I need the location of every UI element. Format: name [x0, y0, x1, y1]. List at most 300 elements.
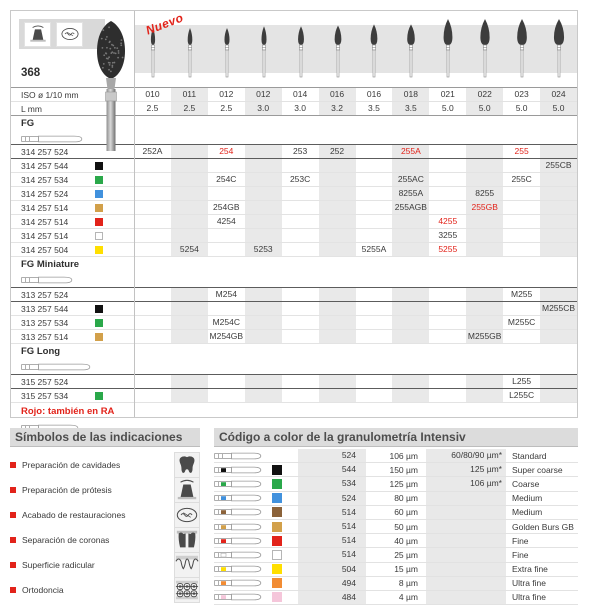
product-code-cell: 8255 — [466, 187, 503, 200]
product-code-cell — [466, 145, 503, 158]
grit-code: 544 — [298, 463, 366, 476]
product-code-cell: 253 — [293, 146, 308, 156]
shank-code: 313 257 544 — [21, 303, 69, 314]
indication-tile — [24, 22, 51, 47]
product-code-cell — [319, 243, 356, 256]
product-code-cell — [392, 316, 429, 329]
shank-icon — [214, 536, 262, 546]
grit-grain-size: 4 µm — [398, 592, 418, 603]
grit-name: Standard — [512, 450, 547, 461]
grit-square-cell — [266, 522, 298, 532]
product-code-cell: 4254 — [216, 216, 236, 226]
grit-code: 534 — [298, 477, 366, 490]
bur-icon — [547, 15, 571, 85]
bur-icon — [215, 15, 239, 85]
grit-square-cell — [266, 465, 298, 475]
grit-square-cell — [266, 592, 298, 602]
product-code-label — [11, 215, 134, 228]
grit-alt-size — [426, 577, 506, 590]
product-code-cell — [319, 215, 356, 228]
bur-photo-image — [89, 17, 133, 157]
product-code-cell: 255A — [392, 145, 429, 158]
product-code-label — [11, 187, 134, 200]
grit-color-square — [272, 522, 282, 532]
crown-prep-icon — [175, 478, 199, 502]
product-code-label — [11, 389, 134, 402]
grit-name: Medium — [512, 493, 543, 504]
shank-code: 315 257 524 — [21, 376, 69, 387]
shank-icon — [214, 522, 262, 532]
bur-illustrations — [135, 15, 577, 87]
product-code-cell — [245, 229, 282, 242]
product-code-label — [11, 316, 134, 329]
product-code-cell — [282, 316, 319, 329]
shank-code: 314 257 534 — [21, 174, 69, 185]
product-code-cell — [208, 187, 245, 200]
grit-alt-size: 106 µm* — [426, 477, 506, 490]
product-code-cell: 5255A — [361, 244, 387, 254]
bur-icon — [178, 15, 202, 85]
shank-icon — [214, 550, 262, 560]
product-code-cell: 4255 — [438, 216, 458, 226]
symbol-label: Preparación de prótesis — [22, 484, 112, 495]
product-code-cell — [245, 316, 282, 329]
shank-code: 314 257 544 — [21, 160, 69, 171]
symbol-label: Ortodoncia — [22, 584, 64, 595]
product-code-cell — [245, 159, 282, 172]
product-code-cell: 255AC — [392, 173, 429, 186]
new-badge: Nuevo — [143, 10, 186, 38]
product-code-cell — [171, 389, 208, 402]
shank-icon — [214, 479, 262, 489]
product-code-cell — [392, 302, 429, 315]
product-code-cell — [392, 389, 429, 402]
bur-icon — [362, 15, 386, 85]
product-code-label — [11, 201, 134, 214]
product-row — [11, 243, 577, 257]
grit-code: 514 — [298, 520, 366, 533]
crown-separation-icon — [175, 528, 199, 552]
bur-icon — [326, 15, 350, 85]
product-code-cell: 253C — [289, 174, 311, 184]
product-code-cell — [134, 229, 171, 242]
product-code-cell — [319, 201, 356, 214]
product-code-cell: 254 — [219, 146, 234, 156]
grit-shank-icon — [214, 592, 266, 602]
grit-color-square — [272, 564, 282, 574]
grit-grain-size: 40 µm — [394, 535, 418, 546]
grit-color-square — [272, 550, 282, 560]
product-code-cell — [208, 243, 245, 256]
product-code-cell — [466, 389, 503, 402]
product-code-cell — [466, 215, 503, 228]
grit-grain-size: 15 µm — [394, 564, 418, 575]
grit-color-square — [95, 392, 103, 400]
product-code-cell — [282, 201, 319, 214]
product-code-cell — [171, 316, 208, 329]
product-code-cell — [392, 330, 429, 343]
product-code-label — [11, 173, 134, 186]
grit-grain-size: 50 µm — [394, 521, 418, 532]
grit-square-cell — [266, 564, 298, 574]
symbol-item — [10, 552, 200, 577]
product-code-cell — [356, 201, 393, 214]
grit-square-cell — [266, 451, 298, 461]
shank-icon — [214, 465, 262, 475]
l-value: 3.5 — [392, 102, 429, 115]
grit-code: 484 — [298, 591, 366, 604]
product-code-cell — [171, 201, 208, 214]
product-code-cell — [134, 389, 171, 402]
product-code-cell — [503, 302, 540, 315]
red-bullet — [10, 512, 16, 518]
product-row — [11, 173, 577, 187]
product-code-cell — [356, 375, 393, 388]
product-code-cell — [503, 243, 540, 256]
product-code-cell — [356, 288, 393, 301]
product-code-cell — [429, 173, 466, 186]
shank-icon — [214, 564, 262, 574]
bur-column — [503, 15, 540, 87]
product-code-cell — [356, 316, 393, 329]
grit-shank-icon — [214, 507, 266, 517]
product-code-cell — [319, 302, 356, 315]
product-code-cell — [392, 288, 429, 301]
product-code-cell: 8255A — [392, 187, 429, 200]
product-code-cell — [245, 375, 282, 388]
shank-code: 314 257 524 — [21, 146, 69, 157]
product-code-cell — [540, 288, 577, 301]
grit-grain-size: 60 µm — [394, 507, 418, 518]
product-code-label — [11, 302, 134, 315]
grit-color-square — [95, 162, 103, 170]
product-code-cell — [134, 243, 171, 256]
product-code-cell — [540, 330, 577, 343]
grit-square-cell — [266, 493, 298, 503]
product-code-cell — [503, 330, 540, 343]
product-code-cell — [429, 316, 466, 329]
product-code-cell — [319, 288, 356, 301]
grit-shank-icon — [214, 536, 266, 546]
product-code-cell — [245, 215, 282, 228]
grit-shank-icon — [214, 522, 266, 532]
red-bullet — [10, 487, 16, 493]
l-value: 3.5 — [368, 103, 380, 113]
symbols-list — [10, 452, 200, 602]
product-row — [11, 287, 577, 302]
product-code-cell — [245, 187, 282, 200]
product-code-cell — [429, 288, 466, 301]
product-code-cell — [171, 215, 208, 228]
red-note-text: Rojo: también en RA — [21, 406, 115, 417]
product-code-cell — [540, 229, 577, 242]
iso-value: 012 — [219, 89, 234, 99]
product-code-cell — [392, 215, 429, 228]
grit-code: 514 — [298, 548, 366, 561]
section-label: FG — [21, 118, 35, 129]
symbol-item — [10, 527, 200, 552]
product-row — [11, 201, 577, 215]
shank-icon — [214, 507, 262, 517]
grit-code: 524 — [298, 449, 366, 462]
grit-row — [214, 506, 578, 520]
product-row — [11, 215, 577, 229]
product-code-label — [11, 243, 134, 256]
symbol-tile — [174, 577, 200, 603]
bur-column — [245, 15, 282, 87]
grit-alt-size — [426, 563, 506, 576]
grit-color-square — [95, 246, 103, 254]
symbol-tile — [174, 477, 200, 503]
l-value: 5.0 — [540, 102, 577, 115]
grit-row — [214, 463, 578, 477]
grit-alt-size — [426, 534, 506, 547]
restoration-finish-icon — [175, 503, 199, 527]
product-code-cell — [356, 145, 393, 158]
grit-square-cell — [266, 550, 298, 560]
grit-shank-icon — [214, 479, 266, 489]
product-code-cell — [282, 375, 319, 388]
product-code-cell — [134, 187, 171, 200]
product-code-cell: 5255 — [438, 244, 458, 254]
grit-alt-size — [426, 520, 506, 533]
product-code-cell — [245, 330, 282, 343]
product-code-cell — [245, 145, 282, 158]
shank-icon — [214, 493, 262, 503]
product-code-cell — [466, 173, 503, 186]
bur-column — [319, 15, 356, 87]
iso-value: 010 — [145, 89, 160, 99]
table-header-area — [11, 11, 577, 87]
product-code-cell — [208, 229, 245, 242]
product-code-cell — [208, 375, 245, 388]
product-row — [11, 374, 577, 389]
product-code-cell — [134, 159, 171, 172]
l-value: 5.0 — [441, 103, 454, 113]
grit-row — [214, 563, 578, 577]
product-code-cell — [392, 375, 429, 388]
product-code-cell — [282, 330, 319, 343]
bur-column — [430, 15, 467, 87]
iso-value: 024 — [540, 88, 577, 101]
product-code-cell — [282, 187, 319, 200]
bur-icon — [436, 15, 460, 85]
grit-name: Super coarse — [512, 464, 563, 475]
iso-value: 016 — [319, 88, 356, 101]
product-code-cell — [466, 302, 503, 315]
product-code-cell: 255AGB — [392, 201, 429, 214]
grit-row — [214, 577, 578, 591]
product-code-cell — [356, 302, 393, 315]
shank-icon — [21, 362, 91, 372]
product-code-cell — [356, 215, 393, 228]
product-code-cell — [540, 173, 577, 186]
product-row — [11, 187, 577, 201]
grit-square-cell — [266, 536, 298, 546]
product-code-cell — [540, 187, 577, 200]
product-row — [11, 316, 577, 330]
grit-color-square — [95, 319, 103, 327]
shank-icon — [21, 134, 83, 144]
grit-shank-icon — [214, 493, 266, 503]
shank-icon — [214, 592, 262, 602]
product-code-cell: M255C — [507, 317, 536, 327]
product-code-cell — [134, 302, 171, 315]
product-code-cell — [134, 215, 171, 228]
product-code-cell — [171, 229, 208, 242]
section-header-mini — [11, 257, 577, 287]
grit-shank-icon — [214, 564, 266, 574]
l-value: 2.5 — [171, 102, 208, 115]
symbol-label: Superficie radicular — [22, 559, 95, 570]
grit-name: Ultra fine — [512, 578, 547, 589]
grit-color-square — [95, 305, 103, 313]
product-code-cell — [282, 215, 319, 228]
product-row — [11, 229, 577, 243]
product-code-cell — [503, 201, 540, 214]
product-code-cell — [466, 375, 503, 388]
iso-row-label: ISO ø 1/10 mm — [21, 89, 79, 100]
product-code-cell — [171, 145, 208, 158]
product-code-cell — [171, 288, 208, 301]
product-code-cell — [356, 229, 393, 242]
product-code-cell — [245, 173, 282, 186]
product-code-cell — [171, 302, 208, 315]
grit-color-square — [95, 176, 103, 184]
grit-name: Golden Burs GB — [512, 521, 574, 532]
grit-color-panel — [214, 428, 578, 605]
grit-name: Fine — [512, 549, 529, 560]
product-code-cell: 255GB — [466, 201, 503, 214]
product-code-cell — [282, 243, 319, 256]
bur-catalog-table — [10, 10, 578, 418]
product-code-cell — [319, 159, 356, 172]
grit-alt-size: 60/80/90 µm* — [426, 449, 506, 462]
grit-color-square — [272, 493, 282, 503]
red-bullet — [10, 537, 16, 543]
l-value: 2.5 — [146, 103, 159, 113]
bur-photo — [89, 17, 133, 162]
grit-grain-size: 150 µm — [389, 464, 418, 475]
product-code-cell — [540, 201, 577, 214]
product-code-cell — [540, 243, 577, 256]
product-code-cell — [319, 330, 356, 343]
product-code-cell — [208, 159, 245, 172]
grit-code: 524 — [298, 492, 366, 505]
product-code-label — [11, 375, 134, 388]
iso-value: 014 — [293, 89, 308, 99]
grit-color-square — [272, 578, 282, 588]
shank-code: 315 257 534 — [21, 390, 69, 401]
grit-name: Extra fine — [512, 564, 548, 575]
product-code-cell: 254GB — [213, 202, 240, 212]
grit-name: Ultra fine — [512, 592, 547, 603]
product-code-cell — [392, 243, 429, 256]
product-code-cell: 252A — [142, 146, 163, 156]
product-code-cell: 254C — [216, 174, 237, 184]
product-code-cell — [540, 375, 577, 388]
product-code-cell — [429, 302, 466, 315]
product-code-cell — [429, 389, 466, 402]
grit-shank-icon — [214, 578, 266, 588]
product-row — [11, 330, 577, 344]
iso-value: 023 — [514, 89, 529, 99]
product-code-cell — [134, 375, 171, 388]
grit-color-square — [95, 232, 103, 240]
product-code-cell — [392, 159, 429, 172]
product-code-cell: L255C — [509, 390, 535, 400]
grit-panel-title: Código a color de la granulometría Intensiv — [214, 428, 578, 447]
product-code-cell — [540, 316, 577, 329]
grit-code: 514 — [298, 506, 366, 519]
product-code-cell — [503, 187, 540, 200]
indication-tile — [56, 22, 83, 47]
product-code-cell — [282, 288, 319, 301]
bur-icon — [473, 15, 497, 85]
section-header-long — [11, 344, 577, 374]
product-code-cell — [503, 159, 540, 172]
product-code-cell — [429, 330, 466, 343]
product-code-cell: M254 — [215, 289, 237, 299]
product-code-label — [11, 288, 134, 301]
length-row-label: L mm — [21, 103, 42, 114]
bur-icon — [252, 15, 276, 85]
symbol-label: Separación de coronas — [22, 534, 110, 545]
grit-color-square — [95, 190, 103, 198]
product-code-cell — [171, 330, 208, 343]
product-code-label — [11, 330, 134, 343]
l-value: 3.0 — [245, 102, 282, 115]
product-code-cell — [282, 302, 319, 315]
grit-row — [214, 548, 578, 562]
l-value: 5.0 — [466, 102, 503, 115]
product-code-cell — [356, 173, 393, 186]
grit-color-square — [272, 479, 282, 489]
product-code-cell: 5254 — [171, 243, 208, 256]
grit-square-cell — [266, 507, 298, 517]
product-code-cell — [171, 159, 208, 172]
grit-row — [214, 534, 578, 548]
bur-icon — [289, 15, 313, 85]
grit-grain-size: 8 µm — [398, 578, 418, 589]
orthodontics-icon — [175, 578, 199, 602]
shank-code: 314 257 504 — [21, 244, 69, 255]
grit-color-square — [272, 451, 282, 461]
product-code-cell — [392, 229, 429, 242]
bur-icon — [510, 15, 534, 85]
product-code-cell — [429, 145, 466, 158]
grit-row — [214, 477, 578, 491]
shank-code: 314 257 514 — [21, 230, 69, 241]
l-value: 5.0 — [515, 103, 528, 113]
product-code-cell — [319, 173, 356, 186]
symbol-item — [10, 452, 200, 477]
red-bullet — [10, 587, 16, 593]
product-code-cell — [356, 389, 393, 402]
shank-code: 313 257 524 — [21, 289, 69, 300]
iso-value: 022 — [466, 88, 503, 101]
grit-color-square — [272, 592, 282, 602]
symbol-item — [10, 577, 200, 602]
grit-code: 504 — [298, 563, 366, 576]
product-code-cell — [245, 302, 282, 315]
grit-grain-size: 125 µm — [389, 478, 418, 489]
product-code-cell — [282, 229, 319, 242]
grit-color-square — [95, 218, 103, 226]
product-code-cell — [282, 159, 319, 172]
grit-row — [214, 520, 578, 534]
product-code-cell: 255CB — [540, 159, 577, 172]
